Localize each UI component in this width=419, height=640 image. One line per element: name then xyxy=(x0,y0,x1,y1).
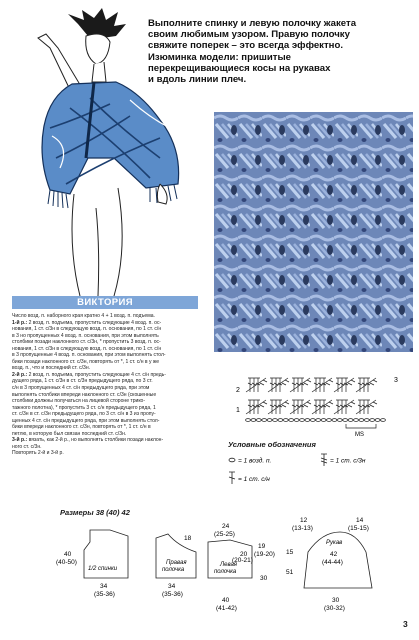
treble-stitch xyxy=(356,378,377,392)
sleeve-cap-height: 15 xyxy=(286,549,294,556)
back-height: 40 xyxy=(64,551,72,558)
neck xyxy=(92,62,106,82)
legend-title: Условные обозначения xyxy=(228,440,316,449)
pattern-instructions xyxy=(12,313,206,457)
sleeve-label: Рукав xyxy=(326,540,343,546)
instruction-text: ного ст. с/3н. xyxy=(12,443,42,450)
chain-stitch xyxy=(289,419,294,422)
row-label-1: 1 xyxy=(236,407,240,414)
chain-stitch xyxy=(359,419,364,422)
chart-symbols xyxy=(246,378,386,421)
chain-stitch xyxy=(327,419,332,422)
chain-stitch xyxy=(283,419,288,422)
chain-stitch xyxy=(262,419,267,422)
sleeve-width-alt: (44-44) xyxy=(322,559,343,566)
instruction-text: нования, 1 ст. с/3н в следующую возд. п. основания, по 1 ст. с/н xyxy=(12,345,162,352)
chain-stitch xyxy=(273,419,278,422)
chain-stitch xyxy=(278,419,283,422)
back-width-alt: (35-36) xyxy=(94,591,115,598)
intro-line: и вдоль линии плеч. xyxy=(148,74,247,86)
instruction-text: столбики позади наклонного ст. с/3н, * пропустить 3 возд. п. ос- xyxy=(12,339,161,346)
chain-stitch xyxy=(354,419,359,422)
schematic-left-front xyxy=(208,523,275,612)
row-label-3: 3 xyxy=(394,377,398,384)
instruction-text: выполнять столбики впереди наклонного ст. с/3н (скошенные xyxy=(12,391,157,398)
right-front-top: 18 xyxy=(184,535,192,542)
sleeve-top-right-alt: (15-15) xyxy=(348,525,369,532)
instruction-text: дущего ряда, 1 ст. с/3н в ст. с/3н предыдущего ряда, по 3 ст. xyxy=(12,378,153,385)
chain-stitch xyxy=(321,419,326,422)
instruction-text: Повторять 2-й и 3-й р. xyxy=(12,450,64,457)
instruction-text: столбики должны получаться на лицевой стороне трикo- xyxy=(12,398,146,405)
left-front-width-alt: (41-42) xyxy=(216,605,237,612)
instruction-text: бики впереди наклонного ст. с/3н, повторять от *, 1 ст. с/н в xyxy=(12,424,151,431)
instruction-text: возд. п., что и последний ст. с/3н. xyxy=(12,365,91,372)
instruction-text: ст. с/3н в ст. с/3н предыдущего ряда, по 3 ст. с/н в 3 из пропу- xyxy=(12,411,156,418)
left-front-hem: 20 xyxy=(240,551,248,558)
sleeve-length: 51 xyxy=(286,569,294,576)
chart-repeat-bracket xyxy=(346,424,376,428)
intro-line: Изюминка модели: пришитые xyxy=(148,51,291,63)
instruction-text: бики позади наклонного ст. с/3н, повторять от *, 1 ст. с/н в у же xyxy=(12,358,160,365)
row-number: 3-й р.: xyxy=(12,437,28,444)
sleeve-top: 12 xyxy=(300,517,308,524)
right-front-width: 34 xyxy=(168,583,176,590)
right-front-label-2: полочка xyxy=(162,567,185,573)
instruction-text: 2 возд. п. подъема, пропустить следующие 4 ст. с/н предь- xyxy=(27,371,166,378)
intro-line: перекрещивающиеся косы на рукавах xyxy=(148,62,331,74)
left-front-label-2: полочка xyxy=(214,569,237,575)
chain-stitch xyxy=(381,419,386,422)
left-front-side: 19 xyxy=(258,543,266,550)
back-width: 34 xyxy=(100,583,108,590)
chain-stitch xyxy=(256,419,261,422)
treble-stitch xyxy=(290,378,311,392)
left-front-hem-alt: (20-21) xyxy=(232,557,253,564)
instruction-text: петлю, в которую был связан последний ст. с/3н. xyxy=(12,430,127,437)
left-front-width: 40 xyxy=(222,597,230,604)
treble-stitch xyxy=(356,400,377,414)
intro-line: свяжите поперек – это всегда эффектно. xyxy=(148,40,343,52)
intro-line: своим любимым узором. Правую полочку xyxy=(148,29,350,41)
instruction-text: нования, 1 ст. с/3н в следующую возд. п. основания, по 1 ст. с/н xyxy=(12,326,162,333)
sleeve-top-right: 14 xyxy=(356,517,364,524)
chain-stitch xyxy=(332,419,337,422)
chain-stitch xyxy=(300,419,305,422)
instruction-text: 2 возд. п. подъема, пропустить следующие 4 возд. п. ос- xyxy=(27,319,162,326)
chain-stitch xyxy=(337,419,342,422)
chain-stitch xyxy=(343,419,348,422)
treble-stitch xyxy=(268,378,289,392)
chain-stitch xyxy=(348,419,353,422)
chain-stitch xyxy=(370,419,375,422)
chain-stitch xyxy=(310,419,315,422)
instruction-text: вязать, как 2-й р., но выполнять столбики позади наклон- xyxy=(27,437,164,444)
repeat-label: MS xyxy=(355,432,364,438)
treble-stitch xyxy=(246,378,267,392)
intro-line: Выполните спинку и левую полочку жакета xyxy=(148,18,357,29)
chain-stitch xyxy=(267,419,272,422)
row-number: 1-й р.: xyxy=(12,319,28,326)
page-number: 3 xyxy=(403,619,408,629)
row-label-2: 2 xyxy=(236,387,240,394)
jacket xyxy=(42,82,179,194)
intro-text xyxy=(148,18,410,85)
row-number: 2-й р.: xyxy=(12,371,28,378)
chain-stitch xyxy=(251,419,256,422)
instruction-text: в 3 пропущенные 4 возд. п. основания, при этом выполнять стол- xyxy=(12,352,166,359)
left-front-length: 30 xyxy=(260,575,268,582)
instruction-text: с/н в 3 пропущенных 4 ст. с/н предыдущего ряда, при этом xyxy=(12,385,150,392)
chain-stitch xyxy=(316,419,321,422)
chain-stitch xyxy=(375,419,380,422)
sizes-title: Размеры 38 (40) 42 xyxy=(60,508,130,517)
schematic-back xyxy=(56,530,128,598)
treble-stitch xyxy=(290,400,311,414)
right-front-width-alt: (35-36) xyxy=(162,591,183,598)
schematic-sleeve xyxy=(286,517,372,612)
chain-stitch xyxy=(305,419,310,422)
chain-stitch xyxy=(294,419,299,422)
left-front-side-alt: (19-20) xyxy=(254,551,275,558)
stitch-chart xyxy=(228,372,408,440)
chart-row-labels xyxy=(236,377,398,414)
left-front-top: 24 xyxy=(222,523,230,530)
back-label: 1/2 спинки xyxy=(88,566,118,572)
sleeve-cuff-alt: (30-32) xyxy=(324,605,345,612)
instruction-text: щенных 4 ст. с/н предыдущего ряда, при этом выполнять стол- xyxy=(12,417,160,424)
instruction-text: Число возд. п. наборного края кратно 4 + 1 возд. п. подъема. xyxy=(12,313,155,319)
treble-stitch xyxy=(246,400,267,414)
chain-symbol-icon xyxy=(229,458,235,462)
pattern-title: ВИКТОРИЯ xyxy=(12,296,198,309)
treble-symbol-icon xyxy=(321,454,327,466)
legend-treble: = 1 ст. с/3н xyxy=(330,457,366,465)
dc-symbol-icon xyxy=(229,472,235,484)
treble-stitch xyxy=(334,378,355,392)
hand xyxy=(157,184,167,204)
treble-stitch xyxy=(312,400,333,414)
legend xyxy=(228,452,408,488)
back-height-alt: (40-50) xyxy=(56,559,77,566)
right-front-label: Правая xyxy=(166,560,187,566)
sleeve-top-alt: (13-13) xyxy=(292,525,313,532)
chain-stitch xyxy=(364,419,369,422)
treble-stitch xyxy=(334,400,355,414)
instruction-line xyxy=(12,450,206,457)
treble-stitch xyxy=(268,400,289,414)
left-front-top-alt: (25-25) xyxy=(214,531,235,538)
legend-dc: = 1 ст. с/н xyxy=(238,476,270,483)
schematics xyxy=(0,516,400,626)
sleeve-cuff: 30 xyxy=(332,597,340,604)
instruction-text: тажного полотна), * пропустить 3 ст. с/н предыдущего ряда, 1 xyxy=(12,404,156,411)
legend-chain: = 1 возд. п. xyxy=(238,457,272,465)
knit-swatch-photo xyxy=(214,112,413,352)
legs xyxy=(72,188,122,296)
left-front-label: Левая xyxy=(220,562,237,568)
instruction-text: в 3 но пропущенных 4 возд. п. основания, при этом выполнять xyxy=(12,332,159,339)
chain-stitch xyxy=(246,419,251,422)
treble-stitch xyxy=(312,378,333,392)
schematic-right-front xyxy=(156,534,196,598)
face xyxy=(86,34,110,64)
sleeve-width: 42 xyxy=(330,551,338,558)
